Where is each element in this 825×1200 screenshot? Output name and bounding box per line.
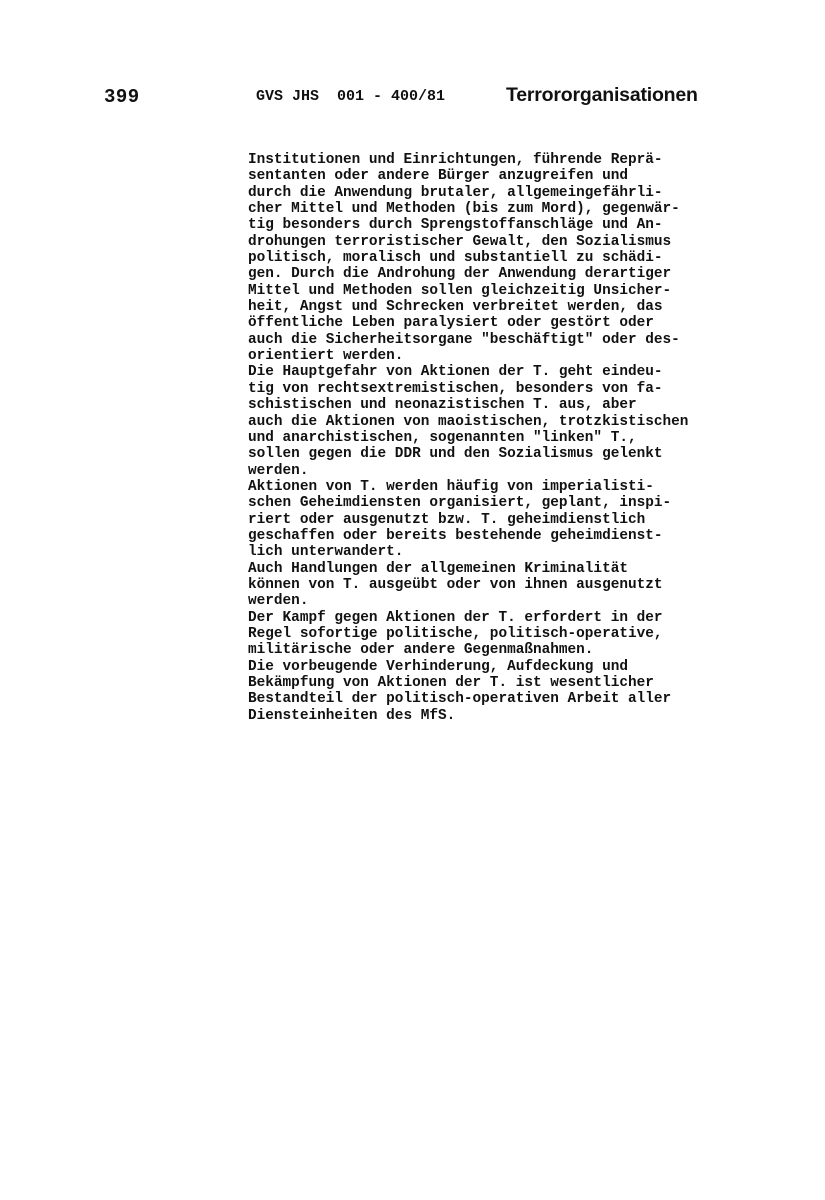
body-line: sentanten oder andere Bürger anzugreifen und <box>248 168 628 185</box>
body-line: politisch, moralisch und substantiell zu schädi- <box>248 250 663 267</box>
page-number: 399 <box>104 86 140 108</box>
body-line: Der Kampf gegen Aktionen der T. erfordert in der <box>248 609 663 626</box>
body-line: tig von rechtsextremistischen, besonders von fa- <box>248 380 663 397</box>
body-line: Regel sofortige politische, politisch-operative, <box>248 625 663 642</box>
body-line: werden. <box>248 462 309 479</box>
body-line: und anarchistischen, sogenannten "linken" T., <box>248 429 637 446</box>
body-line: lich unterwandert. <box>248 544 404 561</box>
body-line: Die vorbeugende Verhinderung, Aufdeckung und <box>248 658 628 675</box>
body-line: Aktionen von T. werden häufig von imperialisti- <box>248 478 654 495</box>
document-reference: GVS JHS 001 - 400/81 <box>256 88 446 105</box>
body-line: drohungen terroristischer Gewalt, den Sozialismus <box>248 233 672 250</box>
body-line: auch die Sicherheitsorgane "beschäftigt" oder des- <box>248 331 680 348</box>
body-line: öffentliche Leben paralysiert oder gestört oder <box>248 315 654 332</box>
body-line: Mittel und Methoden sollen gleichzeitig Unsicher- <box>248 282 672 299</box>
entry-title: Terrororganisationen <box>506 84 698 106</box>
body-line: Bestandteil der politisch-operativen Arbeit aller <box>248 691 672 708</box>
body-line: Bekämpfung von Aktionen der T. ist wesentlicher <box>248 675 654 691</box>
body-line: sollen gegen die DDR und den Sozialismus gelenkt <box>248 446 663 463</box>
body-line: geschaffen oder bereits bestehende geheimdienst- <box>248 527 663 544</box>
body-line: werden. <box>248 593 309 610</box>
body-line: cher Mittel und Methoden (bis zum Mord), gegenwär- <box>248 201 680 218</box>
body-line: orientiert werden. <box>248 348 404 365</box>
body-line: riert oder ausgenutzt bzw. T. geheimdienstlich <box>248 511 646 528</box>
body-line: Diensteinheiten des MfS. <box>248 707 456 724</box>
body-line: heit, Angst und Schrecken verbreitet werden, das <box>248 299 663 316</box>
body-line: auch die Aktionen von maoistischen, trotzkistischen <box>248 413 689 430</box>
body-line: Die Hauptgefahr von Aktionen der T. geht eindeu- <box>248 364 663 381</box>
entry-body <box>248 152 808 724</box>
body-line: durch die Anwendung brutaler, allgemeingefährli- <box>248 184 663 201</box>
body-line: Auch Handlungen der allgemeinen Kriminalität <box>248 560 628 577</box>
body-line: militärische oder andere Gegenmaßnahmen. <box>248 642 594 659</box>
body-line: tig besonders durch Sprengstoffanschläge und An- <box>248 217 663 234</box>
body-line: können von T. ausgeübt oder von ihnen ausgenutzt <box>248 576 663 593</box>
body-line: schistischen und neonazistischen T. aus, aber <box>248 397 637 414</box>
body-line: schen Geheimdiensten organisiert, geplant, inspi- <box>248 495 672 512</box>
body-line: Institutionen und Einrichtungen, führende Reprä- <box>248 152 663 168</box>
page-header <box>0 84 825 114</box>
body-line: gen. Durch die Androhung der Anwendung derartiger <box>248 266 672 283</box>
